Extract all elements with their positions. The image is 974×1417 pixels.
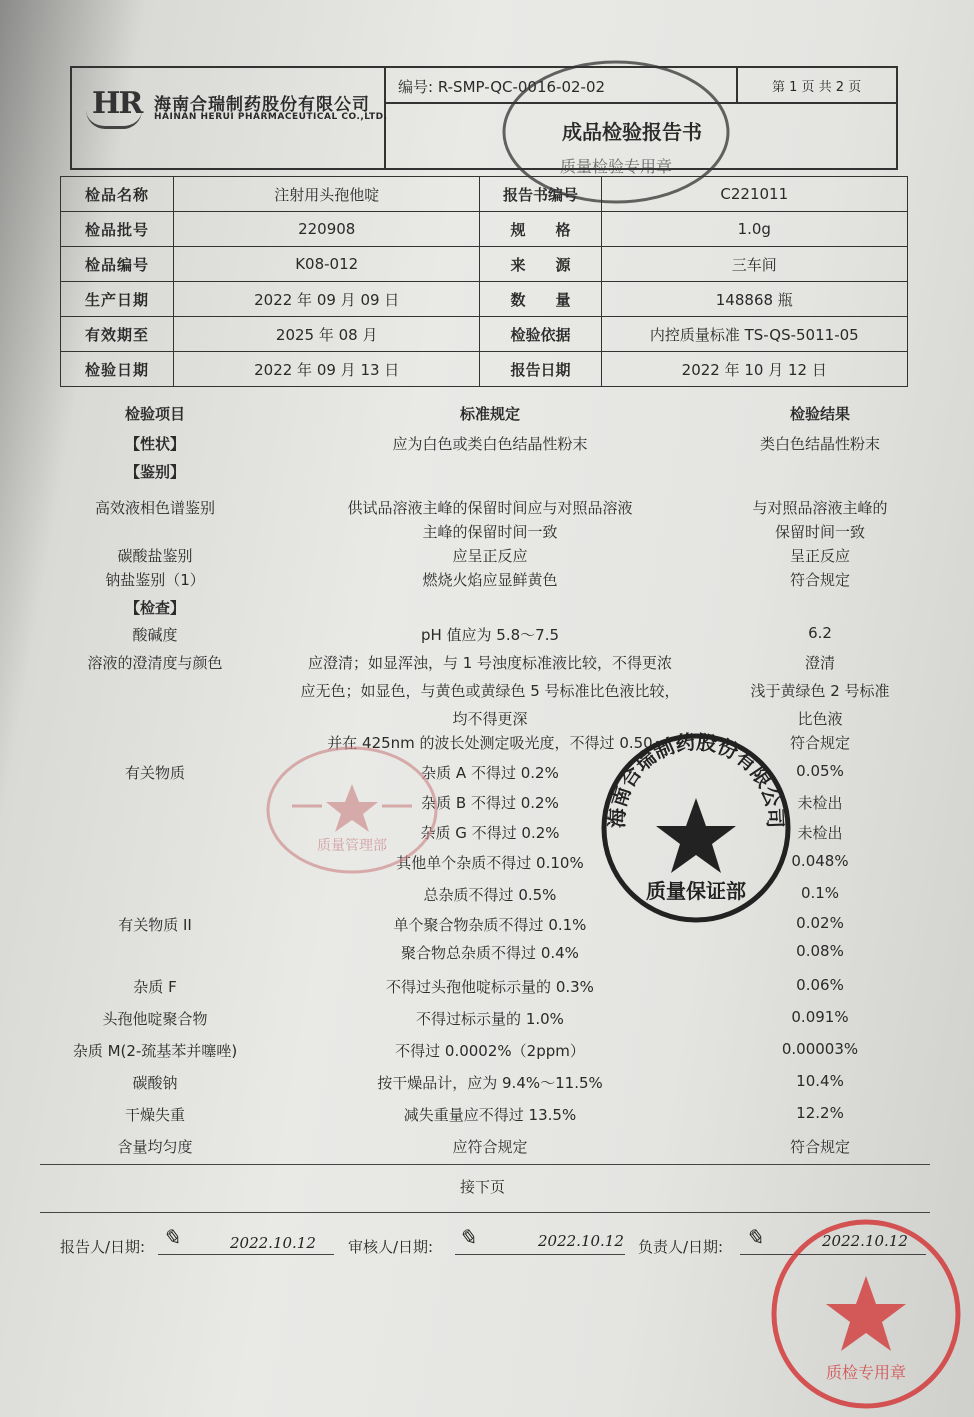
- result-row: [0, 545, 974, 571]
- info-label: 生产日期: [61, 282, 174, 317]
- company-name-en: HAINAN HERUI PHARMACEUTICAL CO.,LTD.: [154, 112, 388, 122]
- result-row: [0, 1104, 974, 1130]
- info-value: 2022 年 09 月 13 日: [174, 352, 480, 387]
- qa-department-stamp: [262, 740, 442, 880]
- info-label: 有效期至: [61, 317, 174, 352]
- row-standard: 应呈正反应: [452, 547, 528, 565]
- result-row: [0, 1136, 974, 1162]
- row-item: 有关物质 II: [118, 916, 192, 934]
- row-result: 呈正反应: [789, 547, 850, 565]
- document-number: 编号: R-SMP-QC-0016-02-02: [398, 78, 606, 96]
- info-row: [61, 282, 908, 317]
- result-row: [0, 1040, 974, 1066]
- row-item: 头孢他啶聚合物: [102, 1010, 208, 1028]
- info-label: 检品批号: [61, 212, 174, 247]
- info-value: 1.0g: [601, 212, 907, 247]
- row-item: 【鉴别】: [124, 463, 185, 481]
- result-row: [0, 624, 974, 650]
- row-standard: 应无色；如显色，与黄色或黄绿色 5 号标准比色液比较，: [300, 682, 680, 700]
- reviewer-label: 审核人/日期:: [348, 1238, 434, 1256]
- red-inspection-seal: [766, 1216, 966, 1412]
- row-standard: pH 值应为 5.8～7.5: [420, 626, 560, 644]
- info-row: [61, 212, 908, 247]
- result-row: [0, 732, 974, 758]
- result-row: [0, 680, 974, 706]
- row-result: 10.4%: [796, 1072, 844, 1090]
- info-value: 内控质量标准 TS-QS-5011-05: [601, 317, 907, 352]
- row-standard: 减失重量应不得过 13.5%: [403, 1106, 577, 1124]
- continued-note: 接下页: [460, 1178, 506, 1196]
- row-standard: 其他单个杂质不得过 0.10%: [396, 854, 584, 872]
- info-value: 220908: [174, 212, 480, 247]
- row-standard: 总杂质不得过 0.5%: [423, 886, 557, 904]
- info-value: K08-012: [174, 247, 480, 282]
- info-label: 检品名称: [61, 177, 174, 212]
- col-standard-header: 标准规定: [459, 405, 520, 423]
- manager-date: 2022.10.12: [822, 1232, 908, 1250]
- company-name-cn: 海南合瑞制药股份有限公司: [154, 95, 370, 115]
- report-title: 成品检验报告书: [562, 120, 702, 144]
- info-label: 数 量: [480, 282, 601, 317]
- row-item: 杂质 F: [133, 978, 177, 996]
- reviewer-date: 2022.10.12: [538, 1232, 624, 1250]
- info-value: C221011: [601, 177, 907, 212]
- row-result: 0.00003%: [781, 1040, 859, 1058]
- svg-text:质检专用章: 质检专用章: [825, 1363, 907, 1382]
- info-value: 2022 年 09 月 09 日: [174, 282, 480, 317]
- col-item-header: 检验项目: [124, 405, 185, 423]
- row-result: 0.08%: [796, 942, 844, 960]
- row-item: 杂质 M(2-巯基苯并噻唑): [72, 1042, 238, 1060]
- info-label: 规 格: [480, 212, 601, 247]
- row-item: 【检查】: [124, 599, 185, 617]
- result-row: [0, 884, 974, 910]
- row-result: 0.048%: [791, 852, 849, 870]
- row-standard: 供试品溶液主峰的保留时间应与对照品溶液: [347, 499, 633, 517]
- reporter-signature: ✎: [162, 1226, 181, 1251]
- divider: [40, 1164, 930, 1165]
- row-standard: 并在 425nm 的波长处测定吸光度，不得过 0.50: [327, 734, 653, 752]
- result-row: [0, 497, 974, 523]
- result-row: [0, 708, 974, 734]
- quality-inspection-stamp: [498, 48, 734, 208]
- info-value: 三车间: [601, 247, 907, 282]
- col-result-header: 检验结果: [789, 405, 850, 423]
- info-label: 检验日期: [61, 352, 174, 387]
- result-row: [0, 569, 974, 595]
- row-result: 符合规定: [789, 1138, 850, 1156]
- row-item: 干燥失重: [124, 1106, 185, 1124]
- svg-text:质量保证部: 质量保证部: [646, 879, 746, 903]
- row-result: 0.06%: [796, 976, 844, 994]
- manager-signature: ✎: [745, 1226, 764, 1251]
- info-row: [61, 247, 908, 282]
- row-item: 溶液的澄清度与颜色: [87, 654, 223, 672]
- reviewer-signature: ✎: [458, 1226, 477, 1251]
- row-result: 比色液: [797, 710, 843, 728]
- company-logo: HR: [92, 86, 142, 121]
- info-row: [61, 317, 908, 352]
- row-result: 未检出: [797, 824, 843, 842]
- row-standard: 燃烧火焰应显鲜黄色: [422, 571, 558, 589]
- row-standard: 单个聚合物杂质不得过 0.1%: [393, 916, 587, 934]
- row-result: 保留时间一致: [774, 523, 865, 541]
- result-row: [0, 1072, 974, 1098]
- result-row: [0, 914, 974, 940]
- divider: [40, 1212, 930, 1213]
- svg-text:海南合瑞制药股份有限公司: 海南合瑞制药股份有限公司: [604, 729, 788, 829]
- row-item: 碳酸钠: [132, 1074, 178, 1092]
- row-standard: 应为白色或类白色结晶性粉末: [392, 435, 588, 453]
- row-result: 12.2%: [796, 1104, 844, 1122]
- product-info-table: [60, 176, 908, 387]
- row-standard: 不得过 0.0002%（2ppm）: [395, 1042, 585, 1060]
- row-standard: 不得过标示量的 1.0%: [416, 1010, 564, 1028]
- quality-assurance-stamp: [596, 728, 796, 928]
- page-info: 第 1 页 共 2 页: [772, 80, 862, 95]
- row-standard: 应澄清；如显浑浊，与 1 号浊度标准液比较，不得更浓: [307, 654, 673, 672]
- info-value: 2025 年 08 月: [174, 317, 480, 352]
- result-row: [0, 852, 974, 878]
- info-label: 检品编号: [61, 247, 174, 282]
- row-result: 0.1%: [800, 884, 840, 902]
- info-row: [61, 177, 908, 212]
- row-standard: 按干燥品计，应为 9.4%～11.5%: [377, 1074, 603, 1092]
- row-item: 【性状】: [124, 435, 185, 453]
- info-value: 2022 年 10 月 12 日: [601, 352, 907, 387]
- row-result: 与对照品溶液主峰的: [752, 499, 888, 517]
- row-result: 类白色结晶性粉末: [759, 435, 880, 453]
- report-header: [70, 66, 898, 170]
- row-item: 酸碱度: [132, 626, 178, 644]
- result-row: [0, 762, 974, 788]
- info-label: 来 源: [480, 247, 601, 282]
- result-row: [0, 976, 974, 1002]
- result-row: [0, 652, 974, 678]
- row-standard: 杂质 B 不得过 0.2%: [421, 794, 559, 812]
- row-standard: 不得过头孢他啶标示量的 0.3%: [386, 978, 594, 996]
- row-item: 高效液相色谱鉴别: [94, 499, 215, 517]
- row-result: 0.091%: [791, 1008, 849, 1026]
- row-result: 未检出: [797, 794, 843, 812]
- column-headers: [0, 403, 974, 429]
- row-result: 0.05%: [796, 762, 844, 780]
- row-standard: 应符合规定: [452, 1138, 528, 1156]
- info-row: [61, 352, 908, 387]
- row-standard: 杂质 A 不得过 0.2%: [421, 764, 559, 782]
- info-label: 报告日期: [480, 352, 601, 387]
- row-item: 有关物质: [124, 764, 185, 782]
- result-row: [0, 1008, 974, 1034]
- row-result: 0.02%: [796, 914, 844, 932]
- result-row: [0, 461, 974, 487]
- info-label: 报告书编号: [480, 177, 601, 212]
- result-row: [0, 792, 974, 818]
- result-row: [0, 433, 974, 459]
- row-result: 6.2: [808, 624, 832, 642]
- row-standard: 聚合物总杂质不得过 0.4%: [401, 944, 579, 962]
- row-standard: 均不得更深: [452, 710, 528, 728]
- manager-label: 负责人/日期:: [638, 1238, 724, 1256]
- reporter-label: 报告人/日期:: [60, 1238, 146, 1256]
- row-standard: 杂质 G 不得过 0.2%: [420, 824, 560, 842]
- row-result: 符合规定: [789, 571, 850, 589]
- svg-text:质量管理部: 质量管理部: [317, 838, 387, 854]
- reporter-date: 2022.10.12: [230, 1234, 316, 1252]
- row-item: 含量均匀度: [117, 1138, 193, 1156]
- row-result: 浅于黄绿色 2 号标准: [750, 682, 890, 700]
- result-row: [0, 942, 974, 968]
- svg-text:质量检验专用章: 质量检验专用章: [559, 157, 673, 176]
- result-row: [0, 597, 974, 623]
- row-result: 符合规定: [789, 734, 850, 752]
- row-item: 钠盐鉴别（1）: [105, 571, 205, 589]
- result-row: [0, 521, 974, 547]
- logo-swoosh-icon: [86, 110, 142, 129]
- row-standard: 主峰的保留时间一致: [422, 523, 558, 541]
- row-result: 澄清: [804, 654, 835, 672]
- result-row: [0, 822, 974, 848]
- info-label: 检验依据: [480, 317, 601, 352]
- info-value: 注射用头孢他啶: [174, 177, 480, 212]
- row-item: 碳酸盐鉴别: [117, 547, 193, 565]
- info-value: 148868 瓶: [601, 282, 907, 317]
